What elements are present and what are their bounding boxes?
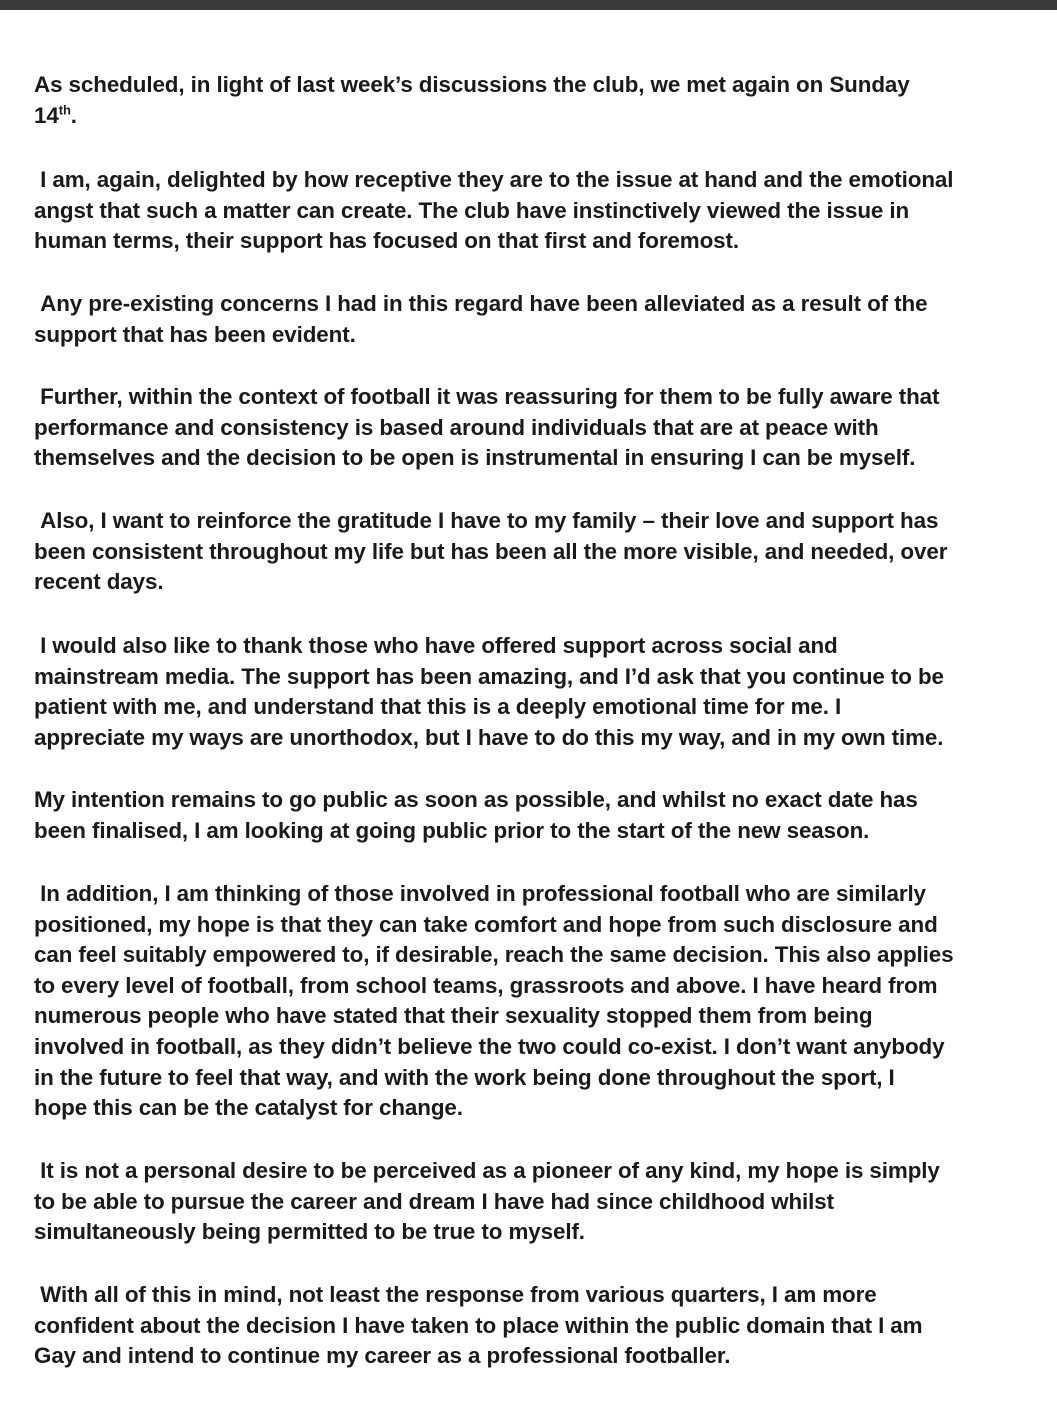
paragraph-1-text: As scheduled, in light of last week’s discussions the club, we met again on Sunday 14: [34, 72, 910, 128]
paragraph-1: [34, 70, 910, 131]
paragraph-5: Also, I want to reinforce the gratitude I have to my family – their love and support has been consistent throughout my life but has been all the more visible, and needed, over recent days.: [34, 508, 948, 595]
paragraph-3: Any pre-existing concerns I had in this regard have been alleviated as a result of the support that has been evident.: [34, 291, 928, 347]
paragraph-8: In addition, I am thinking of those involved in professional football who are similarly positioned, my hope is that they can take comfort and hope from such disclosure and can feel suitably empowered to, if desirable, reach the same decision. This also applies to every level of football, from school teams, grassroots and above. I have heard from numerous people who have stated that their sexuality stopped them from being involved in football, as they didn’t believe the two could co-exist. I don’t want anybody in the future to feel that way, and with the work being done throughout the sport, I hope this can be the catalyst for change.: [34, 881, 954, 1121]
date-ordinal-suffix: th: [58, 102, 71, 118]
paragraph-2: I am, again, delighted by how receptive they are to the issue at hand and the emotional angst that such a matter can create. The club have instinctively viewed the issue in human terms, their support has focused on that first and foremost.: [34, 167, 954, 254]
paragraph-7: My intention remains to go public as soon as possible, and whilst no exact date has been finalised, I am looking at going public prior to the start of the new season.: [34, 787, 918, 843]
paragraph-9: It is not a personal desire to be perceived as a pioneer of any kind, my hope is simply to be able to pursue the career and dream I have had since childhood whilst simultaneously being permitted to be true to myself.: [34, 1158, 940, 1245]
paragraph-1-end: .: [70, 102, 77, 128]
paragraph-4: Further, within the context of football it was reassuring for them to be fully aware that performance and consistency is based around individuals that are at peace with themselves and the decision to be open is instrumental in ensuring I can be myself.: [34, 384, 940, 471]
paragraph-10: With all of this in mind, not least the response from various quarters, I am more confident about the decision I have taken to place within the public domain that I am Gay and intend to continue my career as a professional footballer.: [34, 1282, 923, 1369]
paragraph-6: I would also like to thank those who have offered support across social and mainstream media. The support has been amazing, and I’d ask that you continue to be patient with me, and understand that this is a deeply emotional time for me. I appreciate my ways are unorthodox, but I have to do this my way, and in my own time.: [34, 633, 944, 750]
top-bar: [0, 0, 1057, 10]
